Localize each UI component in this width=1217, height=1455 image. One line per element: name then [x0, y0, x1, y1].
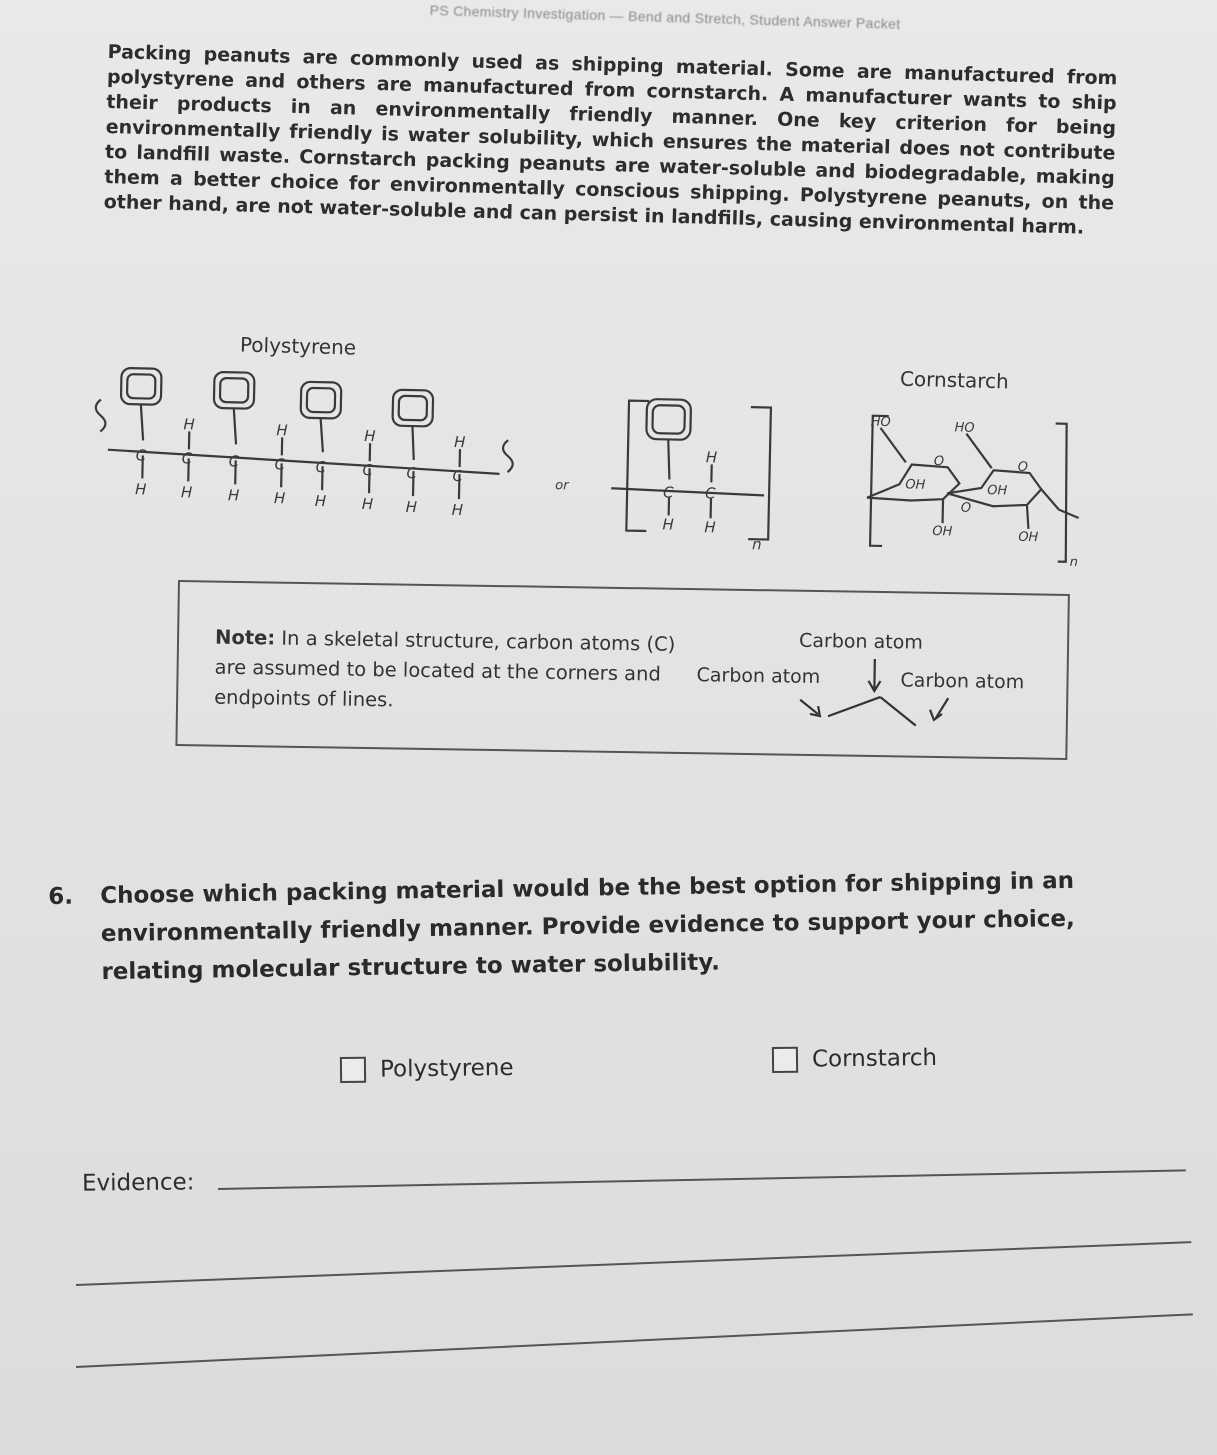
atom-o: O — [933, 453, 945, 470]
cornstarch-option-label: Cornstarch — [811, 1044, 938, 1073]
question-number: 6. — [48, 883, 74, 910]
atom-h: H — [134, 480, 147, 499]
atom-h: H — [273, 489, 286, 508]
atom-oh: OH — [932, 523, 953, 540]
cornstarch-label: Cornstarch — [899, 366, 1010, 394]
question-text: Choose which packing material would be the best option for shipping in an environmentally friendly manner. Provide evidence to support your choice, relating molecular structure to water solubility. — [100, 867, 1075, 986]
evidence-label: Evidence: — [81, 1169, 195, 1197]
evidence-answer-line-1[interactable] — [218, 1169, 1186, 1190]
atom-h: H — [705, 448, 718, 467]
atom-oh: OH — [1018, 529, 1039, 546]
atom-h: H — [453, 432, 466, 452]
atom-c: C — [704, 484, 716, 503]
option-cornstarch[interactable] — [772, 1045, 937, 1073]
atom-h: H — [451, 500, 464, 520]
atom-c: C — [274, 455, 286, 474]
carbon-atom-label-top: Carbon atom — [798, 629, 923, 654]
or-label: or — [555, 478, 569, 494]
atom-h: H — [180, 483, 193, 502]
atom-oh: OH — [905, 477, 926, 493]
page-header: PS Chemistry Investigation — Bend and Stretch, Student Answer Packet — [429, 2, 901, 32]
atom-o: O — [1017, 459, 1029, 475]
atom-h: H — [405, 497, 418, 517]
option-polystyrene[interactable] — [340, 1055, 514, 1083]
polystyrene-checkbox[interactable] — [340, 1057, 366, 1083]
atom-ho: HO — [870, 414, 891, 431]
note-body: In a skeletal structure, carbon atoms (C) are assumed to be located at the corners and endpoints of lines. — [213, 626, 676, 712]
evidence-answer-line-3[interactable] — [76, 1313, 1193, 1368]
atom-h: H — [183, 415, 195, 434]
structures-figure — [0, 0, 1217, 580]
atom-h: H — [361, 495, 374, 514]
polystyrene-repeat-unit — [610, 398, 771, 539]
atom-h: H — [314, 492, 327, 511]
atom-n: n — [751, 535, 762, 554]
atom-h: H — [227, 486, 240, 505]
atom-c: C — [662, 483, 674, 502]
atom-c: C — [135, 446, 147, 465]
carbon-atom-label-right: Carbon atom — [900, 669, 1025, 694]
atom-oh: OH — [987, 483, 1008, 499]
intro-paragraph: Packing peanuts are commonly used as shipping material. Some are manufactured from polystyrene and others are manufactured from cornstarch. A manufacturer wants to ship their products in an environmentally friendly manner. One key criterion for being environmentally friendly is water solubility, which ensures the material does not contribute to landfill waste. Cornstarch packing peanuts are water-soluble and biodegradable, making them a better choice for environmentally conscious shipping. Polystyrene peanuts, on the other hand, are not water-soluble and can persist in landfills, causing environmental harm. — [103, 40, 1118, 239]
question-6 — [48, 860, 1170, 992]
atom-o: O — [960, 500, 972, 516]
atom-ho: HO — [954, 420, 975, 436]
note-heading: Note: — [214, 625, 276, 650]
atom-n: n — [1069, 554, 1079, 571]
atom-h: H — [276, 421, 288, 440]
atom-c: C — [362, 461, 374, 480]
atom-h: H — [662, 515, 674, 534]
note-box — [175, 580, 1069, 760]
skeletal-example-diagram — [177, 582, 1071, 762]
cornstarch-structure — [866, 416, 1081, 562]
cornstarch-checkbox[interactable] — [772, 1047, 798, 1073]
atom-c: C — [228, 452, 240, 471]
atom-c: C — [406, 463, 418, 483]
polystyrene-label: Polystyrene — [239, 332, 357, 360]
carbon-atom-label-left: Carbon atom — [696, 664, 821, 689]
polystyrene-option-label: Polystyrene — [379, 1054, 514, 1083]
atom-c: C — [452, 466, 464, 486]
atom-h: H — [364, 427, 376, 446]
atom-c: C — [181, 449, 193, 468]
atom-h: H — [704, 518, 716, 537]
evidence-answer-line-2[interactable] — [76, 1241, 1191, 1286]
atom-c: C — [315, 458, 327, 477]
